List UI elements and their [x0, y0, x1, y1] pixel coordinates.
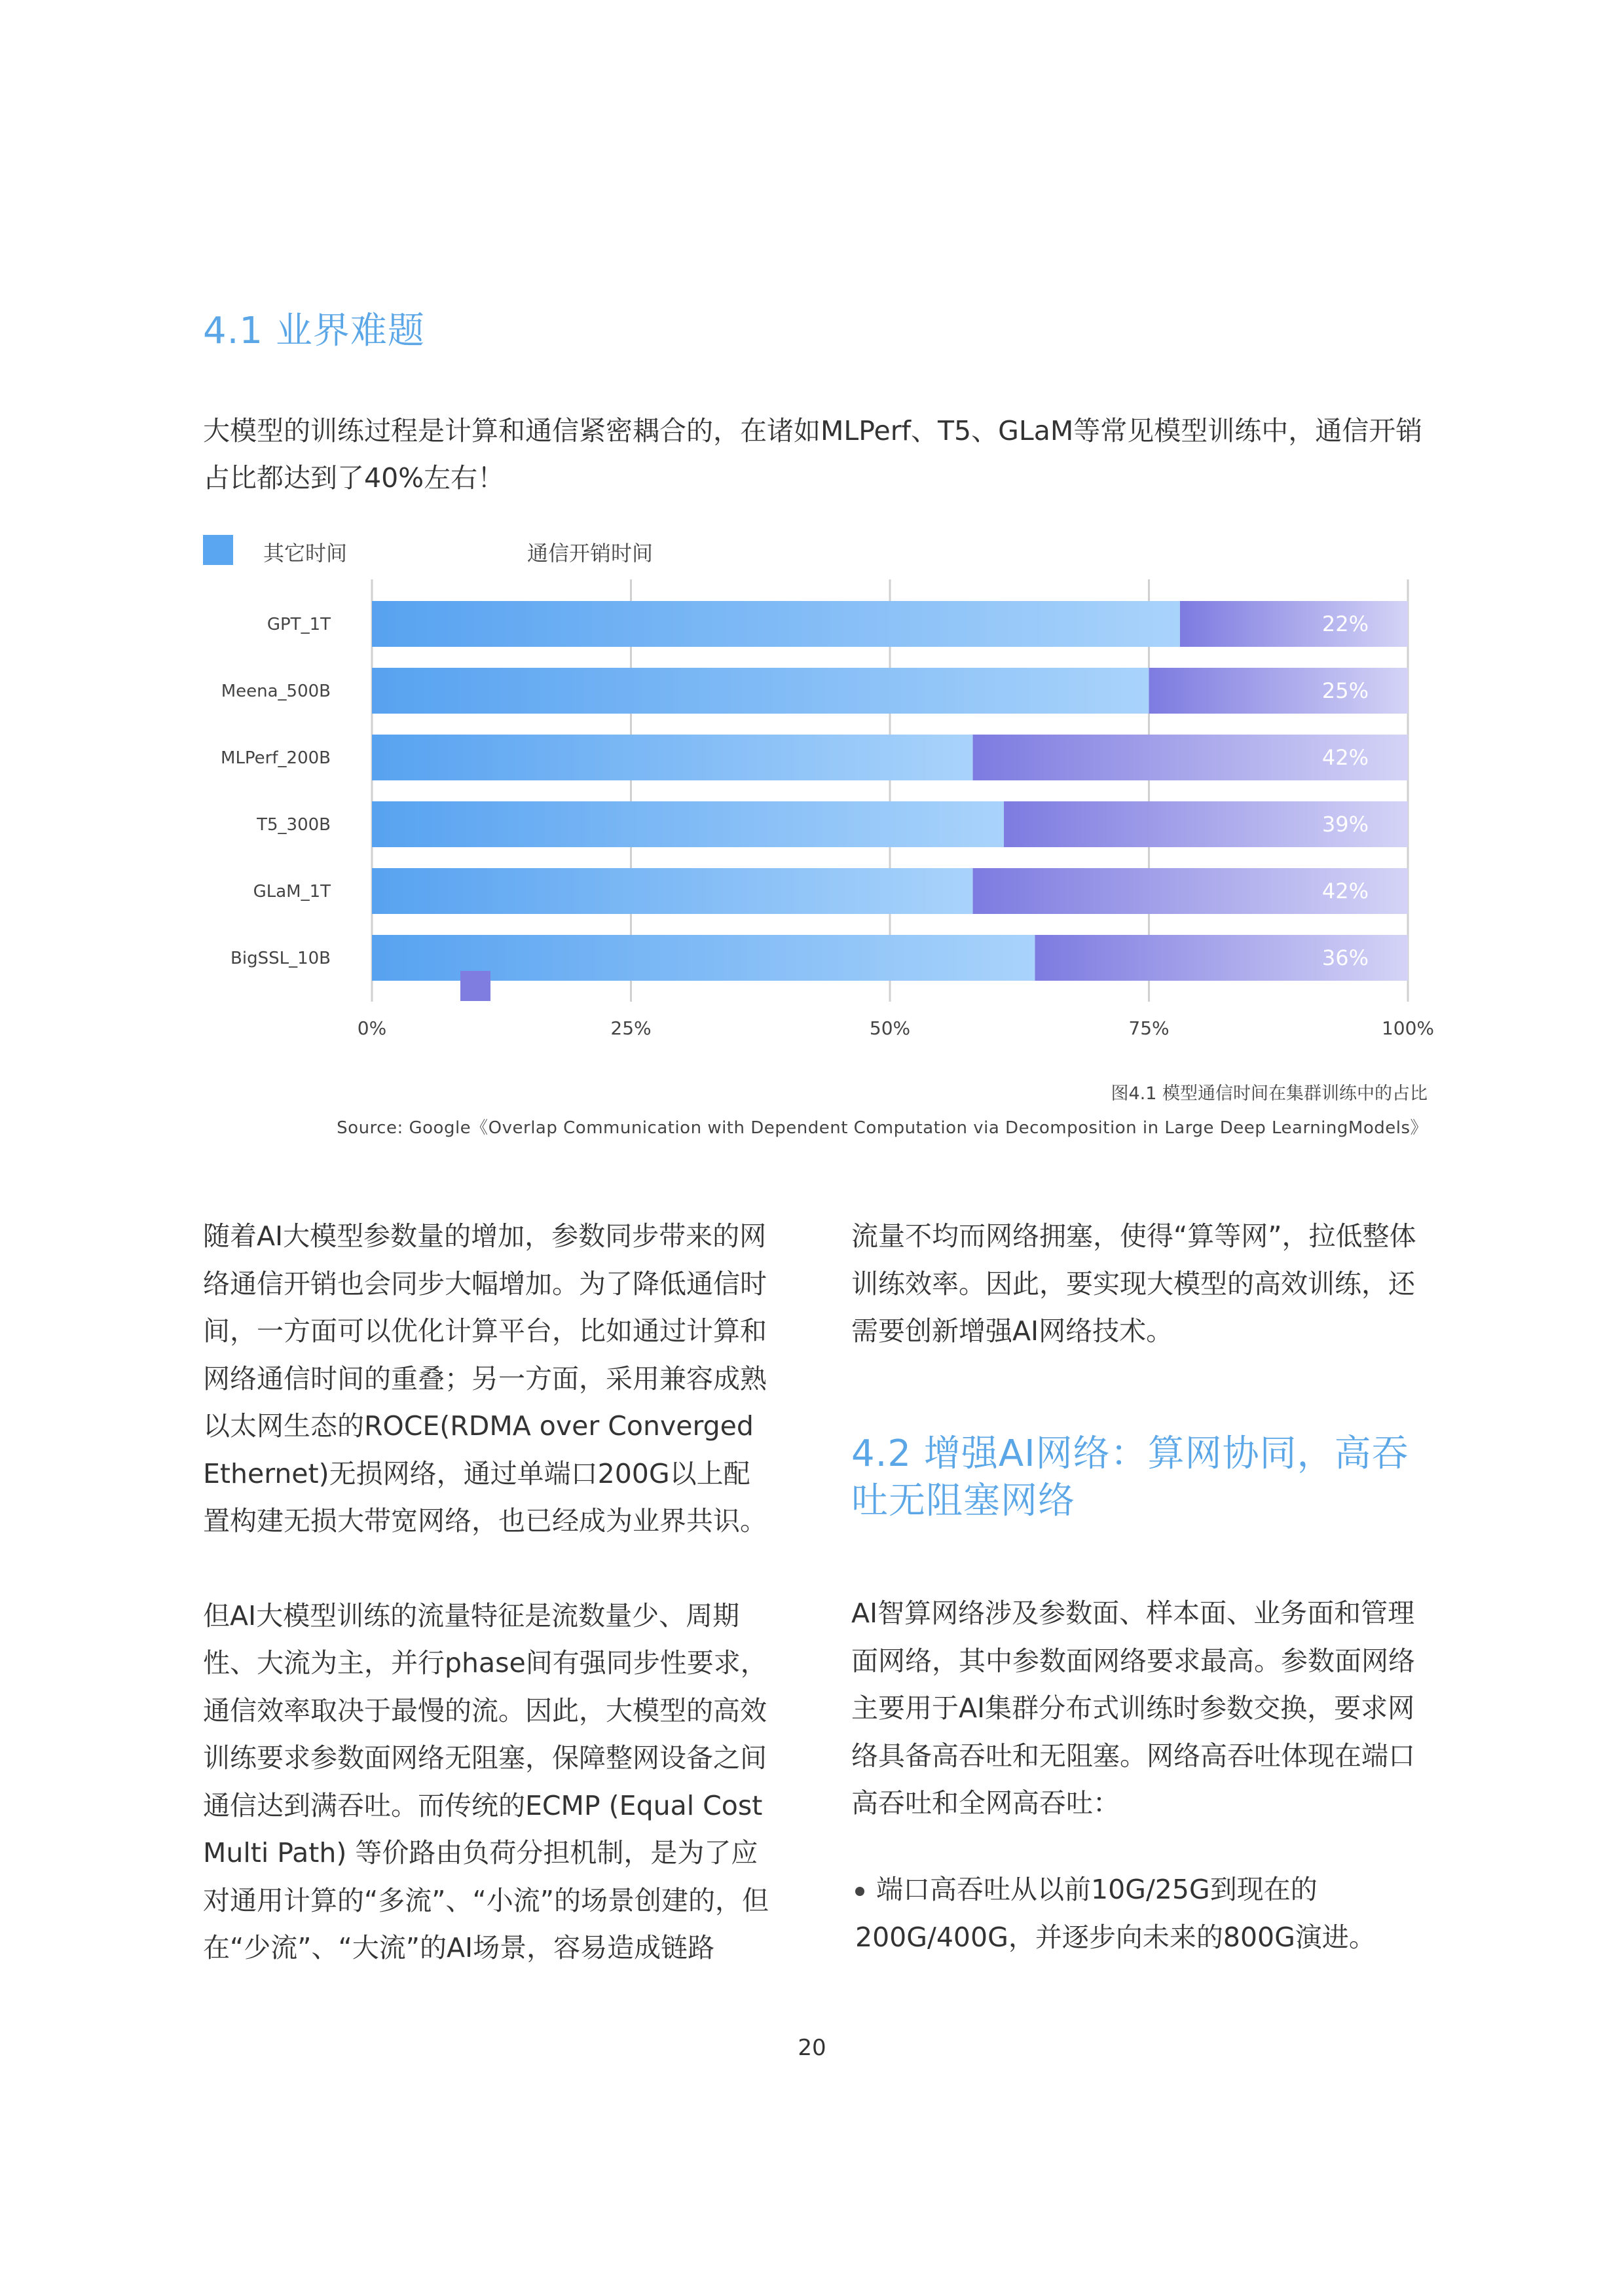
right-column-lower	[851, 1590, 1418, 1827]
left-column	[203, 1212, 769, 1972]
bar-other-time	[372, 868, 973, 914]
category-label: BigSSL_10B	[231, 949, 331, 968]
right-paragraph-1: 流量不均而网络拥塞，使得“算等网”，拉低整体训练效率。因此，要实现大模型的高效训练，还需要创新增强AI网络技术。	[851, 1220, 1416, 1347]
x-tick-label: 0%	[357, 1017, 387, 1039]
stacked-bar-chart	[0, 0, 1624, 1113]
bar-other-time	[372, 801, 1004, 847]
data-label: 42%	[1321, 745, 1369, 770]
legend-label-other-time: 其它时间	[263, 541, 348, 566]
intro-paragraph: 大模型的训练过程是计算和通信紧密耦合的，在诸如MLPerf、T5、GLaM等常见模型训练中，通信开销占比都达到了40%左右！	[203, 415, 1423, 494]
bar-other-time	[372, 601, 1180, 647]
data-label: 42%	[1321, 879, 1369, 903]
category-label: MLPerf_200B	[221, 748, 331, 768]
bar-other-time	[372, 735, 973, 780]
data-label: 25%	[1321, 678, 1369, 703]
x-tick-label: 50%	[869, 1017, 911, 1039]
bar-comm-time	[1149, 668, 1409, 714]
right-column	[851, 1212, 1418, 1355]
right-paragraph-2: AI智算网络涉及参数面、样本面、业务面和管理面网络，其中参数面网络要求最高。参数面网络主要用于AI集群分布式训练时参数交换，要求网络具备高吞吐和无阻塞。网络高吞吐体现在端口高吞吐和全网高吞吐：	[851, 1597, 1415, 1819]
data-label: 39%	[1321, 812, 1369, 837]
bar-comm-time	[1180, 601, 1408, 647]
bullet-item-1-text: 端口高吞吐从以前10G/25G到现在的200G/400G，并逐步向未来的800G演进。	[855, 1874, 1376, 1953]
category-label: GLaM_1T	[253, 882, 331, 902]
x-tick-label: 100%	[1381, 1017, 1435, 1039]
x-tick-label: 25%	[610, 1017, 652, 1039]
section-heading-4-1: 4.1 业界难题	[203, 310, 425, 352]
category-label: T5_300B	[257, 815, 331, 835]
bullet-item-1	[855, 1866, 1431, 1961]
figure-caption: 图4.1 模型通信时间在集群训练中的占比	[1111, 1084, 1428, 1104]
category-label: Meena_500B	[221, 682, 331, 701]
figure-source: Source: Google《Overlap Communication with Dependent Computation via Decomposition in Large Deep LearningModels》	[337, 1118, 1428, 1138]
legend-label-comm-time: 通信开销时间	[527, 541, 654, 566]
data-label: 22%	[1321, 611, 1369, 636]
bullet-dot-icon	[855, 1887, 864, 1896]
bullet-list	[855, 1866, 1431, 1961]
section-heading-4-2: 4.2 增强AI网络：算网协同，高吞吐无阻塞网络	[851, 1432, 1409, 1522]
page-number: 20	[798, 2035, 826, 2061]
category-label: GPT_1T	[267, 615, 331, 634]
bar-other-time	[372, 668, 1149, 714]
left-paragraph-1: 随着AI大模型参数量的增加，参数同步带来的网络通信开销也会同步大幅增加。为了降低通信时间，一方面可以优化计算平台，比如通过计算和网络通信时间的重叠；另一方面，采用兼容成熟以太网生态的ROCE(RDMA over Converged Ethernet)无损网络，通过单端口200G以上配置构建无损大带宽网络，也已经成为业界共识。	[203, 1220, 767, 1537]
x-tick-label: 75%	[1128, 1017, 1170, 1039]
legend-swatch-comm-time	[460, 971, 490, 1001]
left-paragraph-2: 但AI大模型训练的流量特征是流数量少、周期性、大流为主，并行phase间有强同步性要求，通信效率取决于最慢的流。因此，大模型的高效训练要求参数面网络无阻塞，保障整网设备之间通信达到满吞吐。而传统的ECMP (Equal Cost Multi Path) 等价路由负荷分担机制，是为了应对通用计算的“多流”、“小流”的场景创建的，但在“少流”、“大流”的AI场景，容易造成链路	[203, 1599, 769, 1963]
data-label: 36%	[1321, 945, 1369, 970]
